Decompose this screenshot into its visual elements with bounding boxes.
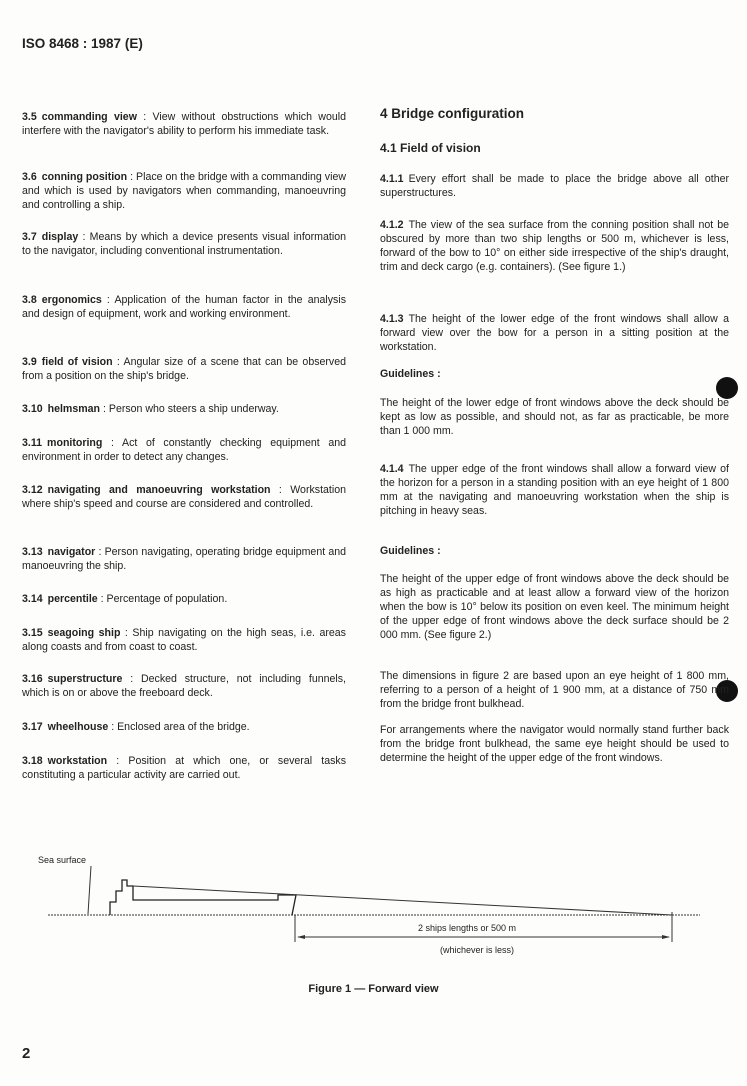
definition-text: Person who steers a ship underway. [108,403,279,415]
definition-number: 3.6 [22,171,37,183]
figure-caption: Figure 1 — Forward view [308,983,439,995]
definition-number: 3.14 [22,593,43,605]
definition-number: 3.18 [22,755,43,767]
definition-term: field of vision [41,356,113,368]
definition-number: 3.12 [22,484,43,496]
sea-surface-label: Sea surface [38,855,87,865]
forward-view-figure [0,840,747,980]
definition-term: helmsman [47,403,101,415]
definition-text: Angular size of a scene that can be observed from a position on the ship's bridge. [22,356,347,382]
definition-text: Means by which a device presents visual information to the navigator, including conventional instrumentation. [22,231,346,257]
clause-text: Every effort shall be made to place the bridge above all other superstructures. [380,173,729,199]
clause-text: The upper edge of the front windows shall allow a forward view of the horizon for a person in a standing position with an eye height of 1 800 mm at the navigating and manoeuvring workstation when the ship is pitching in heavy seas. [380,463,729,517]
definition-3-5: 3.5 commanding view : View without obstructions which would interfere with the navigator's ability to perform his immediate task. [22,111,346,137]
definition-term: navigator [47,546,96,558]
clause-text: The view of the sea surface from the conning position shall not be obscured by more than two ship lengths or 500 m, whichever is less, forward of the bow to 10° on either side irrespective of the ship's draught, trim and deck cargo (e.g. containers). (See figure 1.) [380,219,729,273]
clause-4-1-3 [380,312,729,354]
document-header: ISO 8468 : 1987 (E) [22,36,143,51]
definition-number: 3.5 [22,111,37,123]
definition-3-13: 3.13 navigator : Person navigating, operating bridge equipment and manoeuvring the ship. [22,546,346,572]
definition-text: Act of constantly checking equipment and environment in order to detect any changes. [22,437,346,463]
definition-term: ergonomics [41,294,102,306]
definition-text: Workstation where ship's speed and course are considered and controlled. [22,484,346,510]
definition-3-17: 3.17 wheelhouse : Enclosed area of the bridge. [22,721,250,733]
definition-term: conning position [41,171,128,183]
definition-term: workstation [47,755,108,767]
clause-4-1-4 [380,462,729,518]
clause-4-1-2 [380,218,729,274]
dimension-label: 2 ships lengths or 500 m [418,923,517,933]
definition-number: 3.13 [22,546,43,558]
definition-3-9: 3.9 field of vision : Angular size of a scene that can be observed from a position on the ship's bridge. [22,356,347,382]
definition-term: percentile [47,593,98,605]
definition-term: wheelhouse [47,721,109,733]
ship-outline [110,880,296,915]
paragraph: For arrangements where the navigator would normally stand further back from the bridge front bulkhead, the same eye height should be used to determine the height of the upper edge of the front windows. [380,724,729,764]
definition-number: 3.17 [22,721,43,733]
definition-text: View without obstructions which would interfere with the navigator's ability to perform his immediate task. [22,111,346,137]
definition-number: 3.11 [22,437,43,449]
definition-3-11: 3.11 monitoring : Act of constantly checking equipment and environment in order to detect any changes. [22,437,346,463]
definition-text: Ship navigating on the high seas, i.e. areas along coasts and from coast to coast. [22,627,346,653]
clause-number: 4.1.3 [380,313,404,325]
definition-3-18: 3.18 workstation : Position at which one, or several tasks constituting a particular activity are carried out. [22,755,346,781]
definition-text: Decked structure, not including funnels, which is on or above the freeboard deck. [22,673,346,699]
definition-text: Application of the human factor in the analysis and design of equipment, work and working environment. [22,294,346,320]
paragraph: The height of the lower edge of front windows above the deck should be kept as low as possible, and should not, as far as practicable, be more than 1 000 mm. [380,397,729,437]
definition-text: Enclosed area of the bridge. [117,721,250,733]
clause-number: 4.1.2 [380,219,404,231]
subsection-heading: 4.1 Field of vision [380,141,481,155]
guidelines-heading: Guidelines : [380,545,441,557]
definition-term: commanding view [41,111,137,123]
clause-number: 4.1.1 [380,173,404,185]
definition-number: 3.8 [22,294,37,306]
definition-number: 3.10 [22,403,43,415]
definition-term: superstructure [47,673,123,685]
clause-number: 4.1.4 [380,463,404,475]
paragraph: The height of the upper edge of front windows above the deck should be as high as practicable and at least allow a forward view of the horizon when the bow is 10° below its position on even keel. The minimum height of the upper edge of front windows above the deck surface should be 2 000 mm. (See figure 2.) [380,573,729,641]
clause-4-1-1 [380,172,729,200]
definition-text: Person navigating, operating bridge equipment and manoeuvring the ship. [22,546,346,572]
sea-pointer [88,866,91,914]
definition-3-10: 3.10 helmsman : Person who steers a ship underway. [22,403,279,415]
paragraph: The dimensions in figure 2 are based upon an eye height of 1 800 mm, referring to a person of a height of 1 900 mm, at a distance of 750 mm from the bridge front bulkhead. [380,670,729,710]
dimension-note: (whichever is less) [440,945,515,955]
definition-3-15: 3.15 seagoing ship : Ship navigating on the high seas, i.e. areas along coasts and from coast to coast. [22,627,346,653]
definition-3-8: 3.8 ergonomics : Application of the human factor in the analysis and design of equipment, work and working environment. [22,294,346,320]
definition-text: Percentage of population. [106,593,228,605]
definition-number: 3.15 [22,627,43,639]
definition-text: Place on the bridge with a commanding view and which is used by navigators when commanding, manoeuvring and controlling a ship. [22,171,346,211]
section-heading: 4 Bridge configuration [380,106,525,121]
guidelines-heading: Guidelines : [380,368,441,380]
definition-number: 3.16 [22,673,43,685]
definition-term: navigating and manoeuvring workstation [47,484,271,496]
definition-number: 3.9 [22,356,37,368]
definition-3-16: 3.16 superstructure : Decked structure, not including funnels, which is on or above the freeboard deck. [22,673,346,699]
definition-term: monitoring [47,437,103,449]
definition-text: Position at which one, or several tasks constituting a particular activity are carried out. [22,755,346,781]
definition-3-6: 3.6 conning position : Place on the bridge with a commanding view and which is used by navigators when commanding, manoeuvring and controlling a ship. [22,171,346,211]
definition-3-12: 3.12 navigating and manoeuvring workstation : Workstation where ship's speed and course are considered and controlled. [22,484,346,510]
clause-text: The height of the lower edge of the front windows shall allow a forward view over the bow for a person in a sitting position at the workstation. [380,313,729,353]
definition-term: seagoing ship [47,627,121,639]
page-number: 2 [22,1045,31,1062]
definition-term: display [41,231,79,243]
definition-number: 3.7 [22,231,37,243]
definition-3-7: 3.7 display : Means by which a device presents visual information to the navigator, including conventional instrumentation. [22,231,346,257]
definition-3-14: 3.14 percentile : Percentage of population. [22,593,228,605]
